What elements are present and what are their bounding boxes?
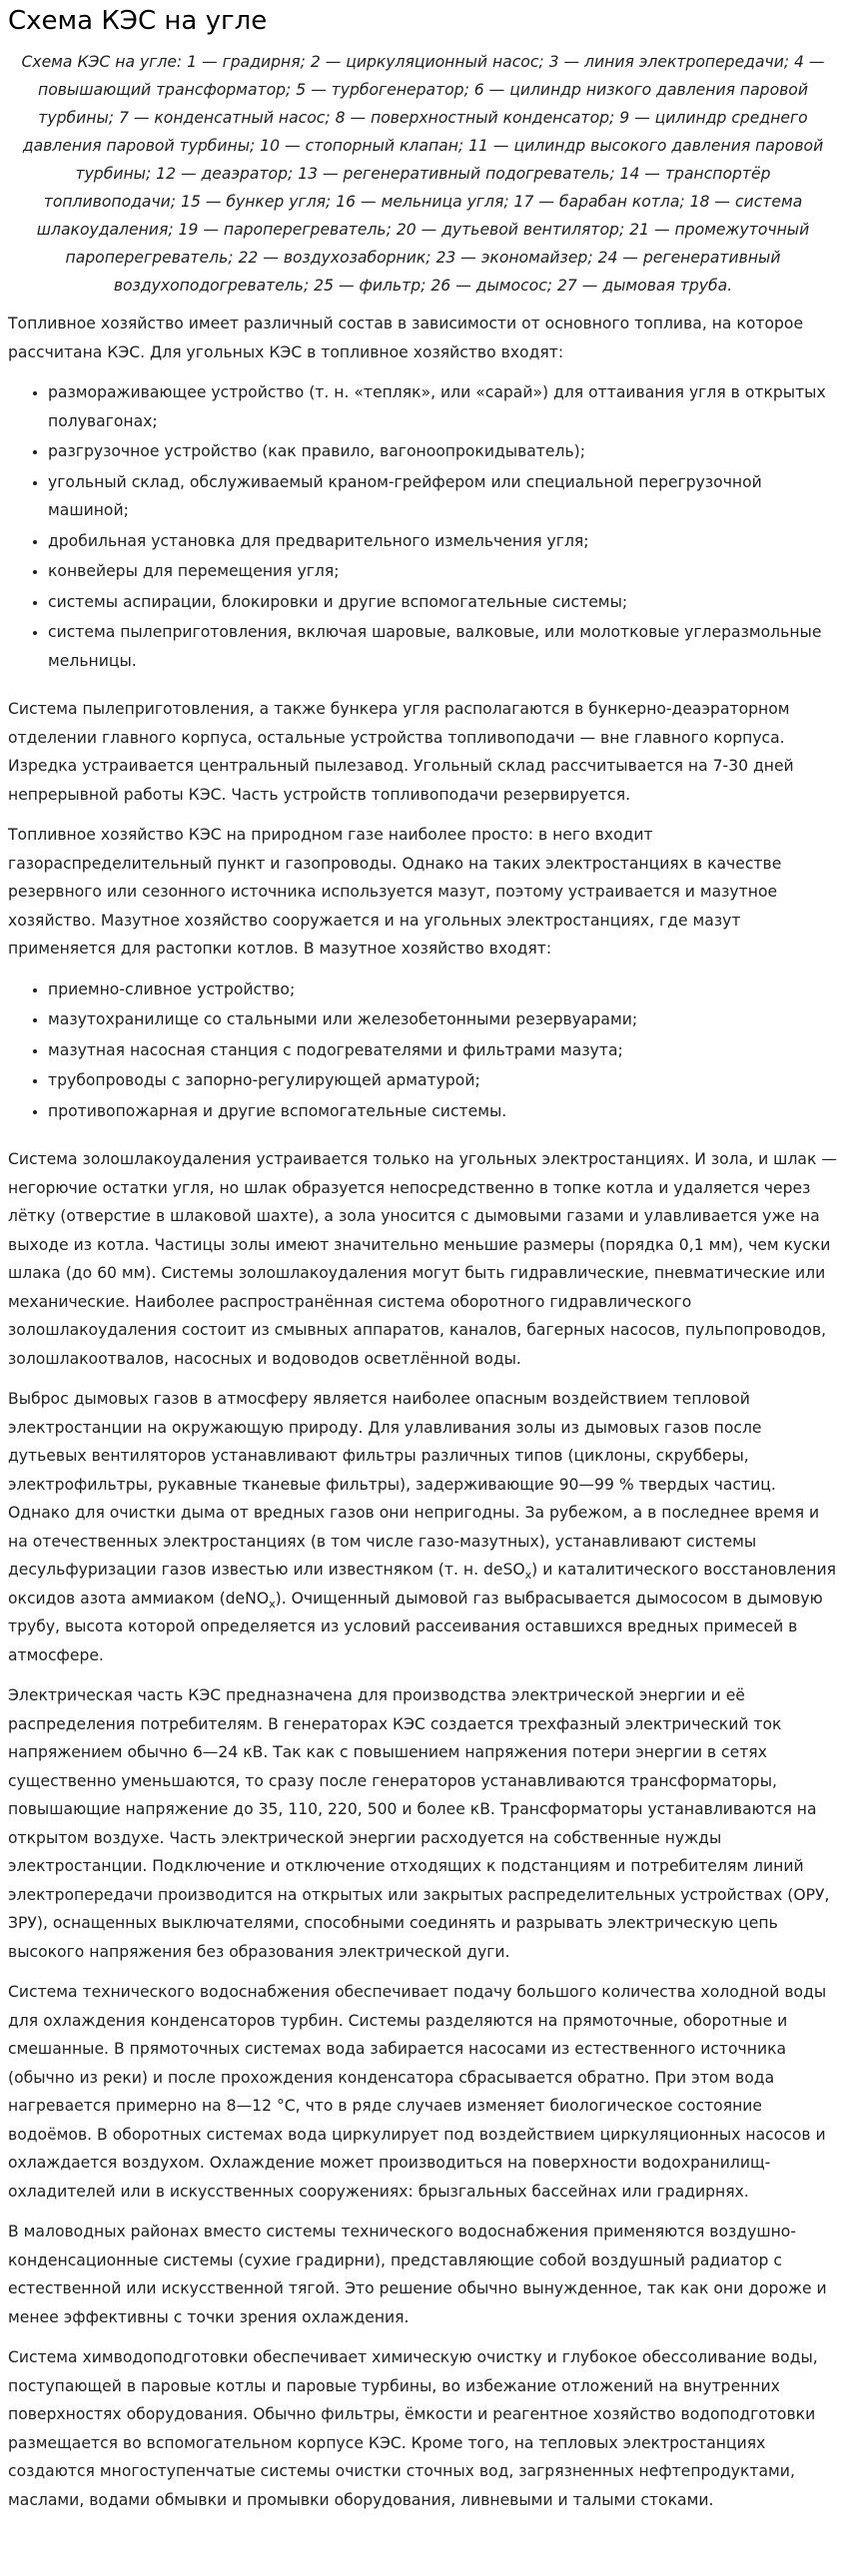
list-item: • мазутная насосная станция с подогревателями и фильтрами мазута; [48, 1036, 838, 1065]
emissions-paragraph [8, 1385, 838, 1669]
emissions-text-3: ). Очищенный дымовой газ выбрасывается дымососом в дымовую трубу, высота которой определяется из условий рассеивания оставшихся вредных примесей в атмосфере. [8, 1589, 823, 1664]
list-item: • разгрузочное устройство (как правило, вагоноопрокидыватель); [48, 437, 838, 466]
list-item: • противопожарная и другие вспомогательные системы. [48, 1097, 838, 1126]
coal-preparation-paragraph: Система пылеприготовления, а также бункера угля располагаются в бункерно-деаэраторном отделении главного корпуса, остальные устройства топливоподачи — вне главного корпуса. Изредка устраивается центральный пылезавод. Угольный склад рассчитывается на 7-30 дней непрерывной работы КЭС. Часть устройств топливоподачи резервируется. [8, 700, 794, 804]
list-item: • размораживающее устройство (т. н. «тепляк», или «сарай») для оттаивания угля в открытых полувагонах; [48, 378, 838, 435]
list-item: • угольный склад, обслуживаемый краном-грейфером или специальной перегрузочной машиной; [48, 468, 838, 525]
list-item: • конвейеры для перемещения угля; [48, 557, 838, 586]
emissions-text-1: Выброс дымовых газов в атмосферу является наиболее опасным воздействием тепловой электростанции на окружающую природу. Для улавливания золы из дымовых газов после дутьевых вентиляторов устанавливают фильтры различных типов (циклоны, скрубберы, электрофильтры, рукавные тканевые фильтры), задерживающие 90—99 % твердых частиц. Однако для очистки дыма от вредных газов они непригодны. За рубежом, а в последнее время и на отечественных электростанциях (в том числе газо-мазутных), устанавливают системы десульфуризации газов известью или известняком (т. н. deSO [8, 1390, 820, 1579]
list-item: • трубопроводы с запорно-регулирующей арматурой; [48, 1066, 838, 1095]
subscript-x: x [524, 1569, 532, 1583]
list-item: • система пылеприготовления, включая шаровые, валковые, или молотковые углеразмольные мельницы. [48, 618, 838, 675]
water-supply-paragraph: Система технического водоснабжения обеспечивает подачу большого количества холодной воды для охлаждения конденсаторов турбин. Системы разделяются на прямоточные, оборотные и смешанные. В прямоточных системах вода забирается насосами из естественного источника (обычно из реки) и после прохождения конденсатора сбрасывается обратно. При этом вода нагревается примерно на 8—12 °C, что в ряде случаев изменяет биологическое состояние водоёмов. В оборотных системах вода циркулирует под воздействием циркуляционных насосов и охлаждается воздухом. Охлаждение может производиться на поверхности водохранилищ-охладителей или в искусственных сооружениях: брызгальных бассейнах или градирнях. [8, 1983, 827, 2201]
coal-fuel-list [8, 378, 838, 675]
electrical-paragraph: Электрическая часть КЭС предназначена для производства электрической энергии и её распределения потребителям. В генераторах КЭС создается трехфазный электрический ток напряжением обычно 6—24 кВ. Так как с повышением напряжения потери энергии в сетях существенно уменьшаются, то сразу после генераторов устанавливаются трансформаторы, повышающие напряжение до 35, 110, 220, 500 и более кВ. Трансформаторы устанавливаются на открытом воздухе. Часть электрической энергии расходуется на собственные нужды электростанции. Подключение и отключение отходящих к подстанциям и потребителям линий электропередачи производится на открытых или закрытых распределительных устройствах (ОРУ, ЗРУ), оснащенных выключателями, способными соединять и разрывать электрическую цепь высокого напряжения без образования электрической дуги. [8, 1686, 830, 1961]
emissions-text-2: ) и каталитического восстановления оксидов азота аммиаком (deNO [8, 1561, 836, 1608]
chemical-treatment-paragraph: Система химводоподготовки обеспечивает химическую очистку и глубокое обессоливание воды, поступающей в паровые котлы и паровые турбины, во избежание отложений на внутренних поверхностях оборудования. Обычно фильтры, ёмкости и реагентное хозяйство водоподготовки размещается во вспомогательном корпусе КЭС. Кроме того, на тепловых электростанциях создаются многоступенчатые системы очистки сточных вод, загрязненных нефтепродуктами, маслами, водами обмывки и промывки оборудования, ливневыми и талыми стоками. [8, 2348, 818, 2509]
dry-cooling-paragraph: В маловодных районах вместо системы технического водоснабжения применяются воздушно-конденсационные системы (сухие градирни), представляющие собой воздушный радиатор с естественной или искусственной тягой. Это решение обычно вынужденное, так как они дороже и менее эффективны с точки зрения охлаждения. [8, 2223, 827, 2326]
list-item: • дробильная установка для предварительного измельчения угля; [48, 527, 838, 556]
fuel-intro-paragraph: Топливное хозяйство имеет различный состав в зависимости от основного топлива, на которое рассчитана КЭС. Для угольных КЭС в топливное хозяйство входят: [8, 315, 804, 361]
list-item: • мазутохранилище со стальными или железобетонными резервуарами; [48, 1005, 838, 1034]
list-item: • приемно-сливное устройство; [48, 975, 838, 1004]
section-title: Схема КЭС на угле [8, 6, 268, 36]
gas-fuel-paragraph: Топливное хозяйство КЭС на природном газе наиболее просто: в него входит газораспределительный пункт и газопроводы. Однако на таких электростанциях в качестве резервного или сезонного источника используется мазут, поэтому устраивается и мазутное хозяйство. Мазутное хозяйство сооружается и на угольных электростанциях, где мазут применяется для растопки котлов. В мазутное хозяйство входят: [8, 826, 782, 958]
list-item: • системы аспирации, блокировки и другие вспомогательные системы; [48, 588, 838, 617]
oil-fuel-list [8, 975, 838, 1126]
ash-removal-paragraph: Система золошлакоудаления устраивается только на угольных электростанциях. И зола, и шлак — негорючие остатки угля, но шлак образуется непосредственно в топке котла и удаляется через лётку (отверстие в шлаковой шахте), а зола уносится с дымовыми газами и улавливается уже на выходе из котла. Частицы золы имеют значительно меньшие размеры (порядка 0,1 мм), чем куски шлака (до 60 мм). Системы золошлакоудаления могут быть гидравлические, пневматические или механические. Наиболее распространённая система оборотного гидравлического золошлакоудаления состоит из смывных аппаратов, каналов, багерных насосов, пульпопроводов, золошлакоотвалов, насосных и водоводов осветлённой воды. [8, 1150, 837, 1368]
figure-caption: Схема КЭС на угле: 1 — градирня; 2 — циркуляционный насос; 3 — линия электропередачи; 4 — повышающий трансформатор; 5 — турбогенератор; 6 — цилиндр низкого давления паровой турбины; 7 — конденсатный насос; 8 — поверхностный конденсатор; 9 — цилиндр среднего давления паровой турбины; 10 — стопорный клапан; 11 — цилиндр высокого давления паровой турбины; 12 — деаэратор; 13 — регенеративный подогреватель; 14 — транспортёр топливоподачи; 15 — бункер угля; 16 — мельница угля; 17 — барабан котла; 18 — система шлакоудаления; 19 — пароперегреватель; 20 — дутьевой вентилятор; 21 — промежуточный пароперегреватель; 22 — воздухозаборник; 23 — экономайзер; 24 — регенеративный воздухоподогреватель; 25 — фильтр; 26 — дымосос; 27 — дымовая труба. [21, 53, 825, 295]
subscript-x: x [269, 1597, 276, 1610]
